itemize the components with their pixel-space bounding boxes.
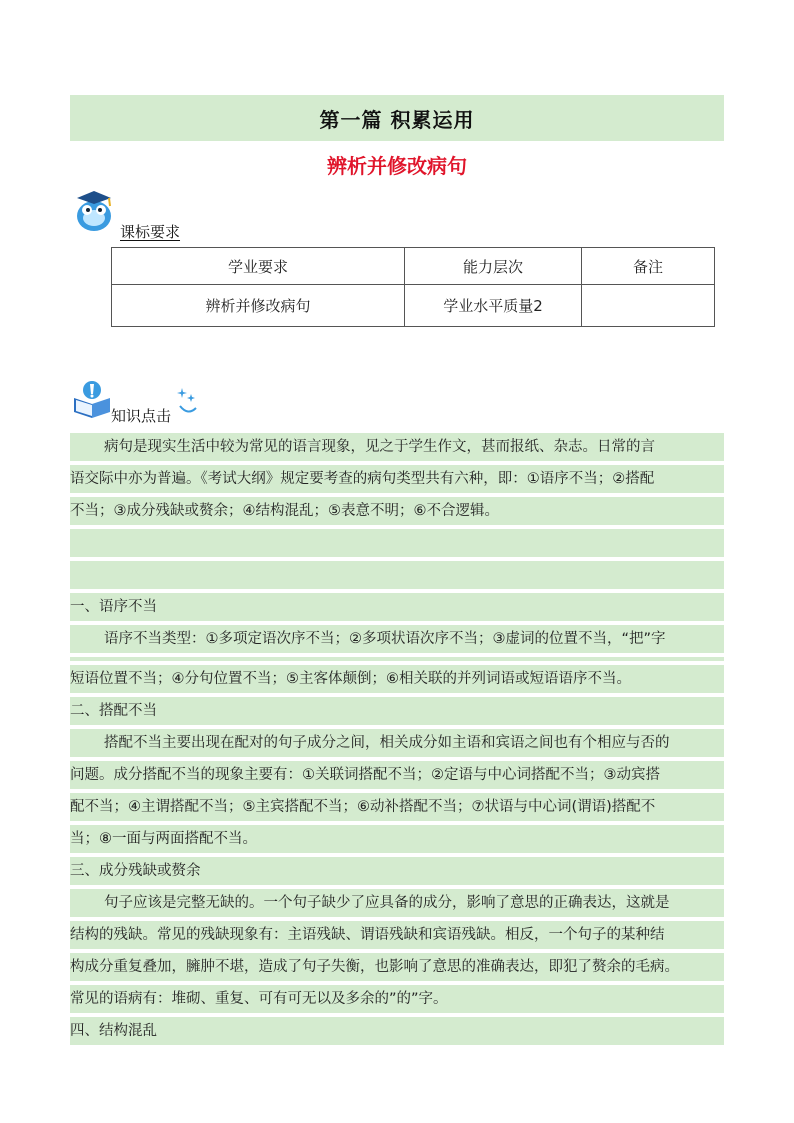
paragraph-line: 配不当；④主谓搭配不当；⑤主宾搭配不当；⑥动补搭配不当；⑦状语与中心词(谓语)搭配不 <box>70 793 724 825</box>
paragraph-line: 语序不当类型：①多项定语次序不当；②多项状语次序不当；③虚词的位置不当，“把”字 <box>70 625 724 657</box>
table-cell: 学业水平质量2 <box>405 285 582 327</box>
section-heading: 三、成分残缺或赘余 <box>70 857 724 889</box>
lesson-title: 辨析并修改病句 <box>327 154 467 178</box>
table-header-cell: 备注 <box>582 248 715 285</box>
book-icon <box>72 378 112 420</box>
paragraph-line: 当；⑧一面与两面搭配不当。 <box>70 825 724 857</box>
table-row <box>112 285 715 327</box>
table-header-cell: 能力层次 <box>405 248 582 285</box>
spacer <box>70 657 724 665</box>
paragraph-line: 语交际中亦为普遍。《考试大纲》规定要考查的病句类型共有六种，即：①语序不当；②搭配 <box>70 465 724 497</box>
blank-line <box>70 561 724 593</box>
paragraph-line: 不当；③成分残缺或赘余；④结构混乱；⑤表意不明；⑥不合逻辑。 <box>70 497 724 529</box>
chapter-header <box>70 95 724 141</box>
requirements-table <box>111 247 715 327</box>
mascot-icon <box>72 188 116 234</box>
paragraph-line: 搭配不当主要出现在配对的句子成分之间，相关成分如主语和宾语之间也有个相应与否的 <box>70 729 724 761</box>
chapter-title: 第一篇 积累运用 <box>319 107 475 132</box>
table-cell: 辨析并修改病句 <box>112 285 405 327</box>
section-label-knowledge: 知识点击 <box>111 407 172 425</box>
section-heading: 二、搭配不当 <box>70 697 724 729</box>
paragraph-line: 短语位置不当；④分句位置不当；⑤主客体颠倒；⑥相关联的并列词语或短语语序不当。 <box>70 665 724 697</box>
paragraph-line: 结构的残缺。常见的残缺现象有：主语残缺、谓语残缺和宾语残缺。相反，一个句子的某种结 <box>70 921 724 953</box>
table-header-row <box>112 248 715 285</box>
section-heading: 四、结构混乱 <box>70 1017 724 1049</box>
section-label-curriculum: 课标要求 <box>120 223 181 241</box>
blank-line <box>70 529 724 561</box>
table-header-cell: 学业要求 <box>112 248 405 285</box>
paragraph-line: 病句是现实生活中较为常见的语言现象，见之于学生作文，甚而报纸、杂志。日常的言 <box>70 433 724 465</box>
paragraph-line: 常见的语病有：堆砌、重复、可有可无以及多余的”的”字。 <box>70 985 724 1017</box>
paragraph-line: 句子应该是完整无缺的。一个句子缺少了应具备的成分，影响了意思的正确表达，这就是 <box>70 889 724 921</box>
table-cell <box>582 285 715 327</box>
paragraph-line: 问题。成分搭配不当的现象主要有：①关联词搭配不当；②定语与中心词搭配不当；③动宾搭 <box>70 761 724 793</box>
sparkle-icon <box>176 386 198 418</box>
section-heading: 一、语序不当 <box>70 593 724 625</box>
paragraph-line: 构成分重复叠加，臃肿不堪，造成了句子失衡，也影响了意思的准确表达，即犯了赘余的毛病。 <box>70 953 724 985</box>
knowledge-content <box>70 433 724 1049</box>
